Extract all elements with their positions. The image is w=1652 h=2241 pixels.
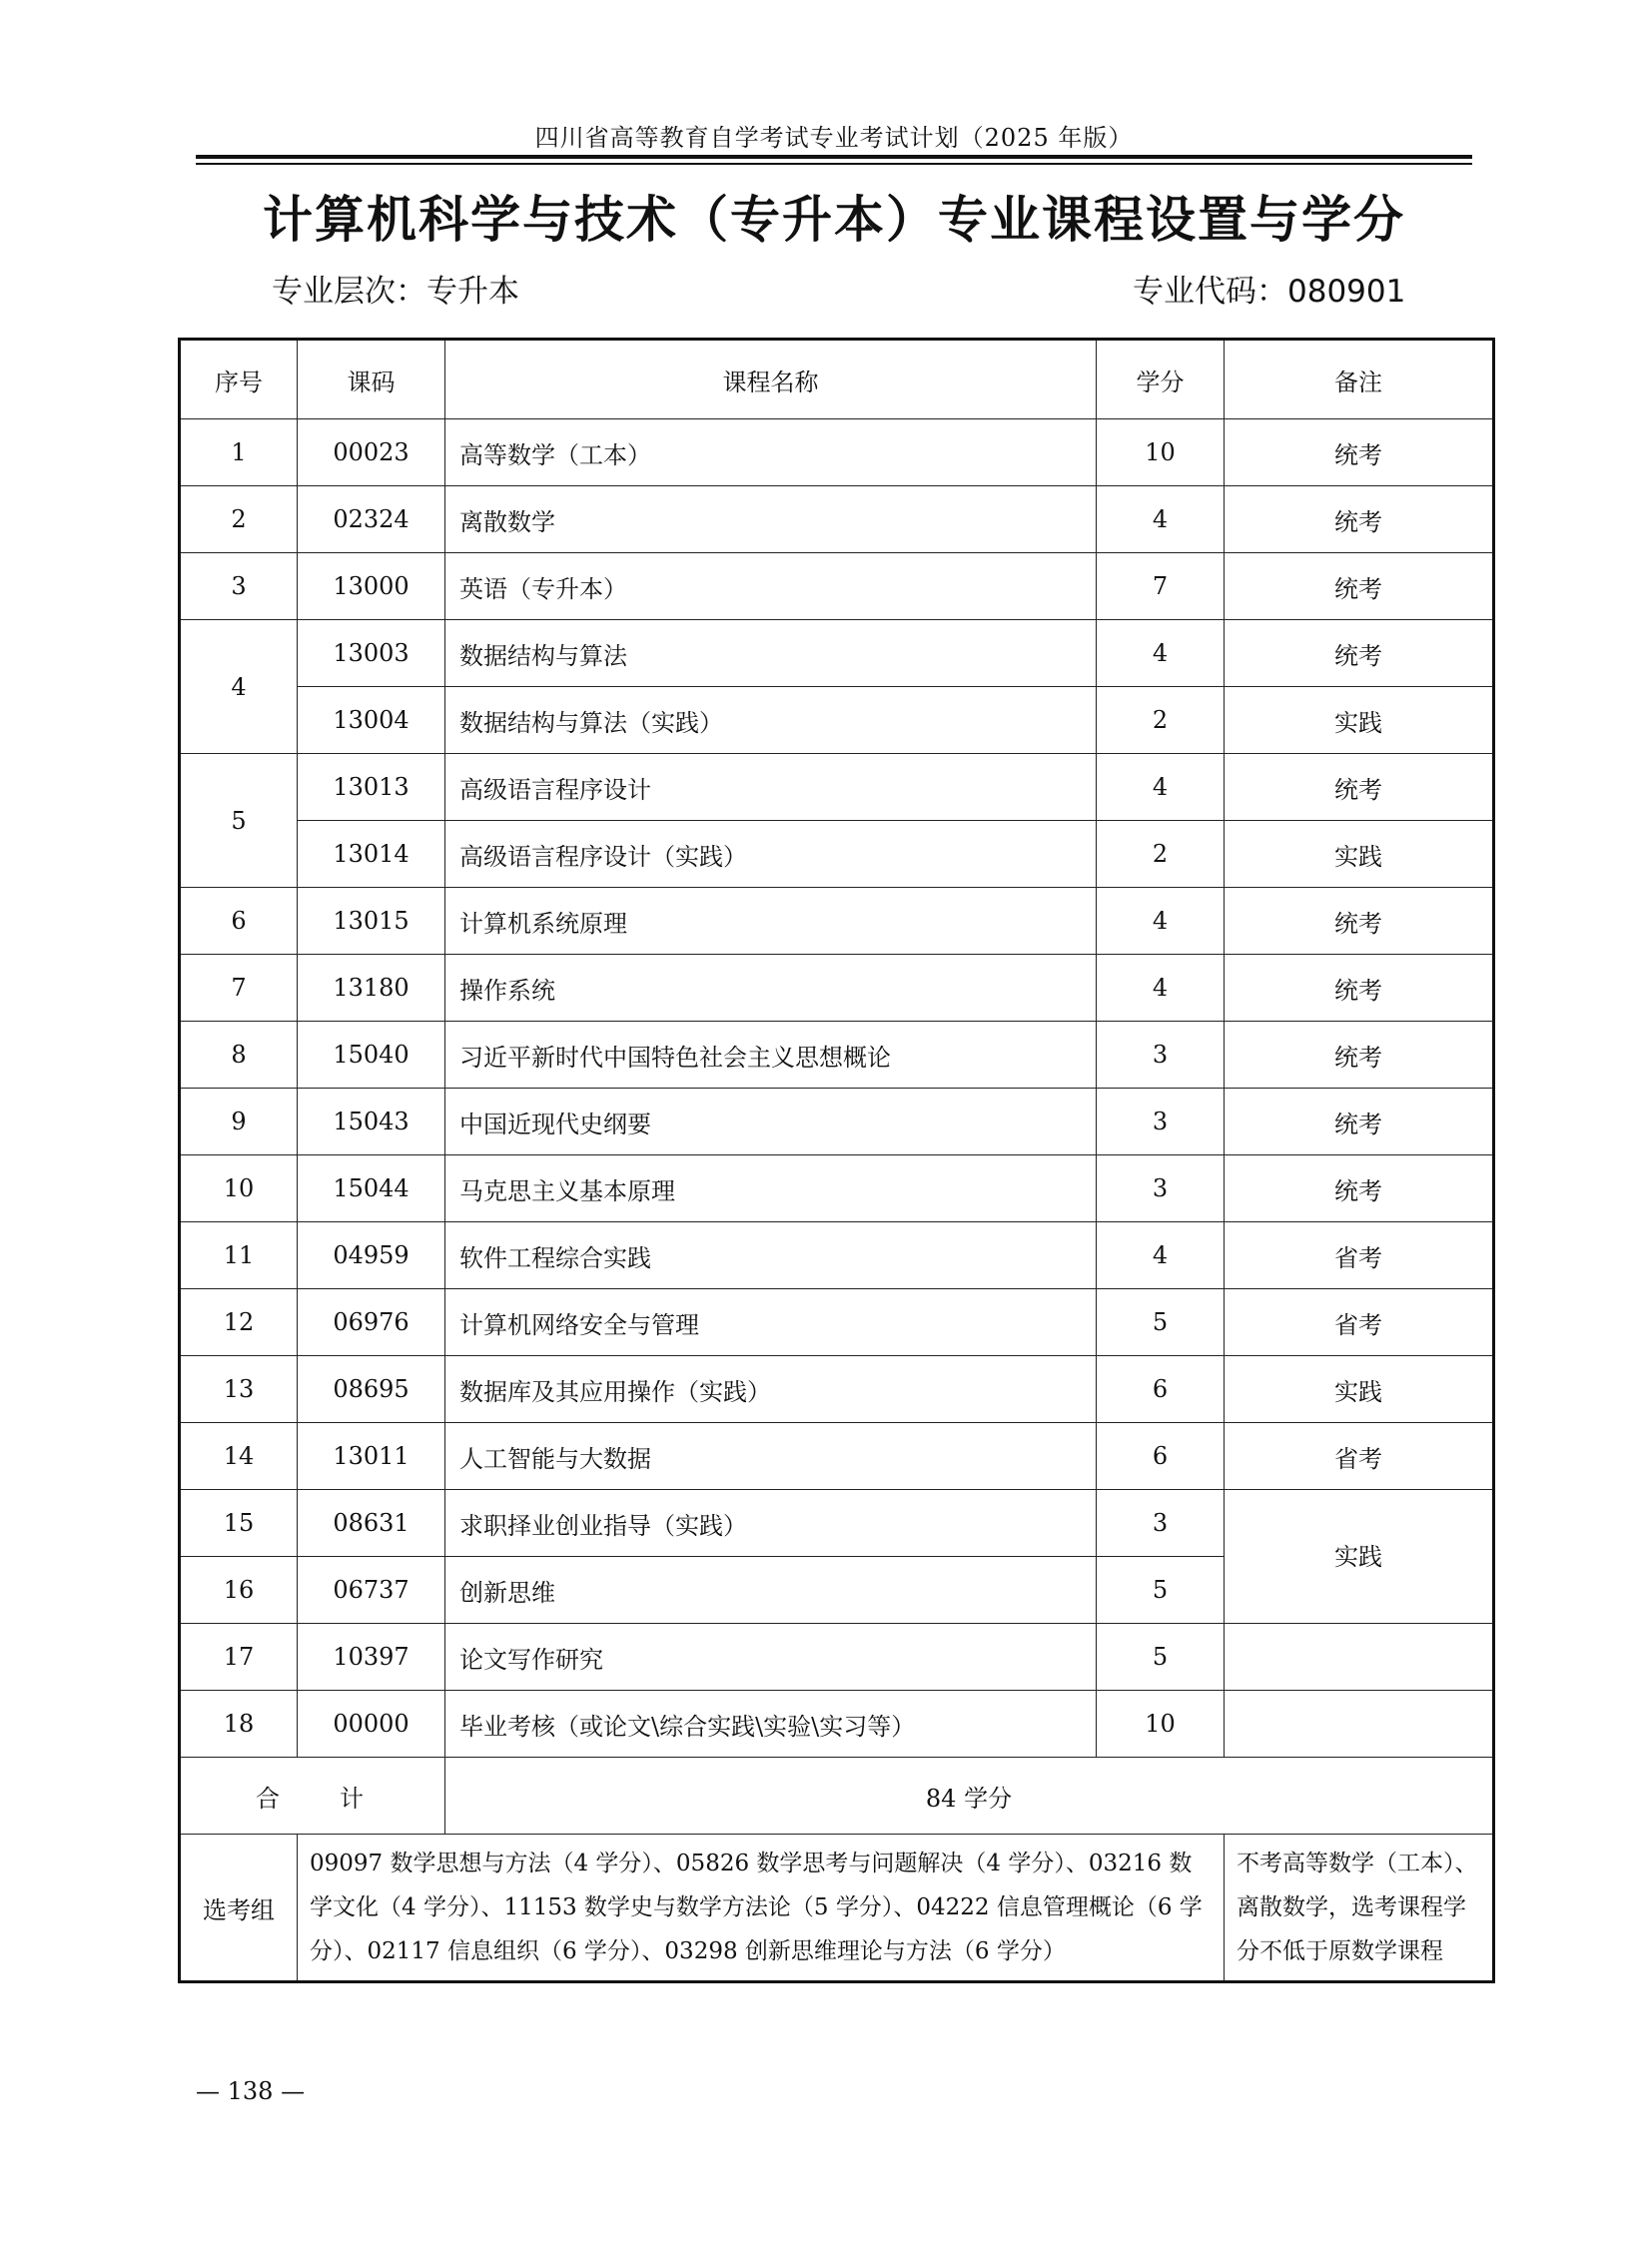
table-row: [180, 553, 1494, 620]
column-header: 学分: [1097, 340, 1225, 419]
total-value: 84 学分: [445, 1758, 1494, 1835]
course-note: 统考: [1225, 955, 1494, 1022]
course-name: 马克思主义基本原理: [445, 1155, 1097, 1222]
course-note: 统考: [1225, 1155, 1494, 1222]
course-credit: 10: [1097, 1691, 1225, 1758]
course-code: 13004: [298, 687, 445, 754]
row-number: 1: [180, 419, 298, 486]
course-note: 统考: [1225, 1022, 1494, 1089]
course-code: 13003: [298, 620, 445, 687]
table-row: [180, 821, 1494, 888]
major-code: 专业代码：080901: [1133, 274, 1406, 310]
course-note: 统考: [1225, 553, 1494, 620]
row-number: 17: [180, 1624, 298, 1691]
course-name: 论文写作研究: [445, 1624, 1097, 1691]
course-credit: 4: [1097, 955, 1225, 1022]
course-credit: 2: [1097, 821, 1225, 888]
course-note: 省考: [1225, 1289, 1494, 1356]
course-note: 实践: [1225, 687, 1494, 754]
course-name: 数据库及其应用操作（实践）: [445, 1356, 1097, 1423]
row-number: 15: [180, 1490, 298, 1557]
course-credit: 10: [1097, 419, 1225, 486]
course-code: 04959: [298, 1222, 445, 1289]
course-code: 08695: [298, 1356, 445, 1423]
table-row: [180, 754, 1494, 821]
row-number: 18: [180, 1691, 298, 1758]
row-number: 14: [180, 1423, 298, 1490]
course-note: [1225, 1624, 1494, 1691]
table-row: [180, 1624, 1494, 1691]
course-code: 15043: [298, 1089, 445, 1155]
total-label: 合计: [180, 1758, 445, 1835]
course-name: 离散数学: [445, 486, 1097, 553]
page-number: — 138 —: [196, 2077, 306, 2105]
course-note: 统考: [1225, 486, 1494, 553]
running-title: 四川省高等教育自学考试专业考试计划（2025 年版）: [534, 124, 1134, 152]
course-code: 06976: [298, 1289, 445, 1356]
table-row: [180, 1222, 1494, 1289]
table-header-row: [180, 340, 1494, 419]
course-code: 08631: [298, 1490, 445, 1557]
course-code: 13180: [298, 955, 445, 1022]
course-name: 高级语言程序设计: [445, 754, 1097, 821]
course-note: 实践: [1225, 1356, 1494, 1423]
course-code: 13011: [298, 1423, 445, 1490]
course-name: 数据结构与算法: [445, 620, 1097, 687]
table-row: [180, 888, 1494, 955]
course-name: 求职择业创业指导（实践）: [445, 1490, 1097, 1557]
row-number: 3: [180, 553, 298, 620]
column-header: 课程名称: [445, 340, 1097, 419]
table-row: [180, 955, 1494, 1022]
table-row: [180, 1490, 1494, 1557]
table-row: [180, 1155, 1494, 1222]
row-number: 16: [180, 1557, 298, 1624]
row-number: 4: [180, 620, 298, 754]
table-row: [180, 1423, 1494, 1490]
course-credit: 4: [1097, 620, 1225, 687]
course-credit: 4: [1097, 754, 1225, 821]
row-number: 5: [180, 754, 298, 888]
course-name: 高等数学（工本）: [445, 419, 1097, 486]
course-credit: 2: [1097, 687, 1225, 754]
course-note: [1225, 1691, 1494, 1758]
table-row: [180, 1691, 1494, 1758]
course-credit: 4: [1097, 486, 1225, 553]
row-number: 2: [180, 486, 298, 553]
course-name: 计算机网络安全与管理: [445, 1289, 1097, 1356]
column-header: 备注: [1225, 340, 1494, 419]
course-credit: 3: [1097, 1155, 1225, 1222]
course-credit: 3: [1097, 1022, 1225, 1089]
table-row: [180, 1089, 1494, 1155]
course-code: 13014: [298, 821, 445, 888]
elective-label: 选考组: [180, 1835, 298, 1982]
total-row: [180, 1758, 1494, 1835]
row-number: 11: [180, 1222, 298, 1289]
course-credit: 3: [1097, 1490, 1225, 1557]
table-row: [180, 486, 1494, 553]
course-code: 00000: [298, 1691, 445, 1758]
course-note: 统考: [1225, 620, 1494, 687]
course-code: 13015: [298, 888, 445, 955]
course-credit: 5: [1097, 1289, 1225, 1356]
major-level: 专业层次：专升本: [272, 274, 519, 310]
table-row: [180, 419, 1494, 486]
elective-note: 不考高等数学（工本）、离散数学，选考课程学分不低于原数学课程: [1225, 1835, 1494, 1982]
table-row: [180, 620, 1494, 687]
course-name: 中国近现代史纲要: [445, 1089, 1097, 1155]
header-rule-thick: [196, 155, 1472, 159]
header-rule-thin: [196, 163, 1472, 165]
page-title: 计算机科学与技术（专升本）专业课程设置与学分: [263, 191, 1405, 249]
elective-row: [180, 1835, 1494, 1982]
row-number: 7: [180, 955, 298, 1022]
course-name: 数据结构与算法（实践）: [445, 687, 1097, 754]
row-number: 9: [180, 1089, 298, 1155]
table-row: [180, 1022, 1494, 1089]
course-note: 省考: [1225, 1222, 1494, 1289]
course-credit: 4: [1097, 888, 1225, 955]
course-name: 英语（专升本）: [445, 553, 1097, 620]
row-number: 6: [180, 888, 298, 955]
table-row: [180, 1289, 1494, 1356]
course-code: 02324: [298, 486, 445, 553]
column-header: 课码: [298, 340, 445, 419]
course-credit: 5: [1097, 1557, 1225, 1624]
course-note: 省考: [1225, 1423, 1494, 1490]
course-code: 10397: [298, 1624, 445, 1691]
course-code: 15040: [298, 1022, 445, 1089]
course-name: 人工智能与大数据: [445, 1423, 1097, 1490]
course-credit: 6: [1097, 1423, 1225, 1490]
course-credit: 3: [1097, 1089, 1225, 1155]
column-header: 序号: [180, 340, 298, 419]
course-code: 00023: [298, 419, 445, 486]
row-number: 8: [180, 1022, 298, 1089]
course-credit: 7: [1097, 553, 1225, 620]
course-note: 实践: [1225, 1490, 1494, 1624]
row-number: 13: [180, 1356, 298, 1423]
course-credit: 6: [1097, 1356, 1225, 1423]
row-number: 10: [180, 1155, 298, 1222]
course-table: [178, 338, 1495, 1983]
course-name: 计算机系统原理: [445, 888, 1097, 955]
course-name: 操作系统: [445, 955, 1097, 1022]
course-note: 统考: [1225, 888, 1494, 955]
course-name: 高级语言程序设计（实践）: [445, 821, 1097, 888]
course-code: 06737: [298, 1557, 445, 1624]
course-note: 实践: [1225, 821, 1494, 888]
row-number: 12: [180, 1289, 298, 1356]
table-row: [180, 1356, 1494, 1423]
course-credit: 4: [1097, 1222, 1225, 1289]
elective-courses: 09097 数学思想与方法（4 学分）、05826 数学思考与问题解决（4 学分）、03216 数学文化（4 学分）、11153 数学史与数学方法论（5 学分）、04222 信息管理概论（6 学分）、02117 信息组织（6 学分）、03298 创新思维理论与方法（6 学分）: [298, 1835, 1225, 1982]
course-credit: 5: [1097, 1624, 1225, 1691]
course-name: 创新思维: [445, 1557, 1097, 1624]
course-note: 统考: [1225, 754, 1494, 821]
course-code: 13013: [298, 754, 445, 821]
course-name: 习近平新时代中国特色社会主义思想概论: [445, 1022, 1097, 1089]
course-note: 统考: [1225, 1089, 1494, 1155]
course-code: 13000: [298, 553, 445, 620]
course-code: 15044: [298, 1155, 445, 1222]
course-note: 统考: [1225, 419, 1494, 486]
course-name: 软件工程综合实践: [445, 1222, 1097, 1289]
table-row: [180, 687, 1494, 754]
course-name: 毕业考核（或论文\综合实践\实验\实习等）: [445, 1691, 1097, 1758]
